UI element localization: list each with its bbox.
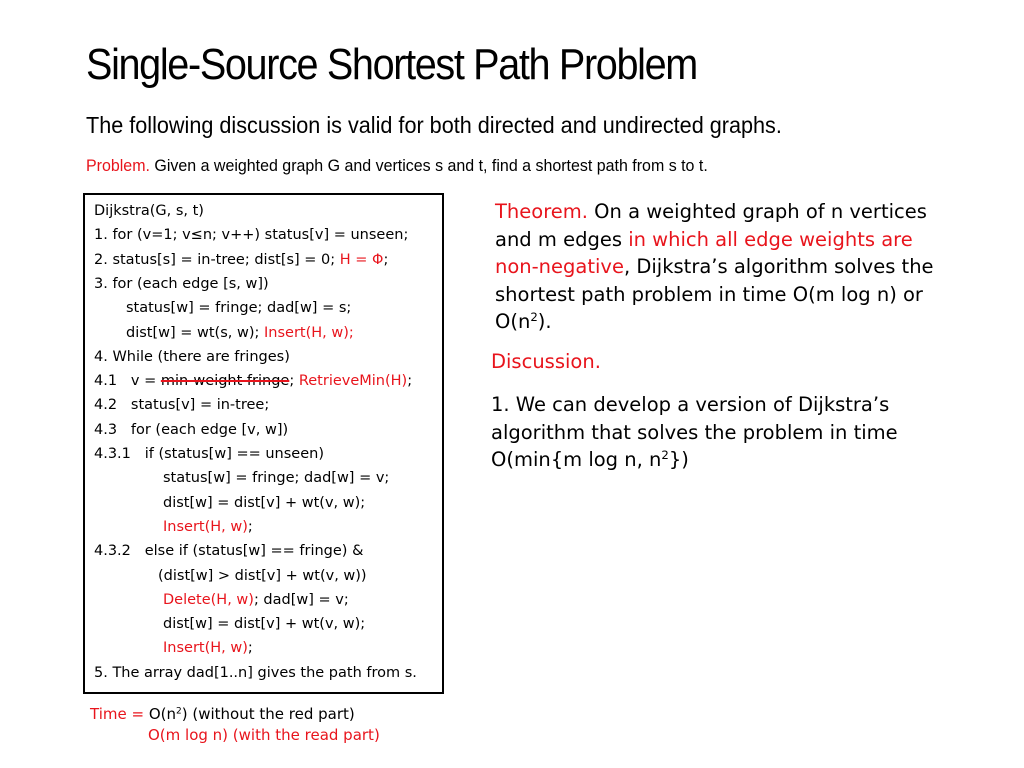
heap-operation: H = Φ xyxy=(339,251,384,268)
code-text: 4.2 status[v] = in-tree; xyxy=(94,397,270,414)
algorithm-line xyxy=(94,226,408,244)
code-text: 4.3.2 else if (status[w] == fringe) & xyxy=(94,543,364,560)
discussion-text: 1. We can develop a version of Dijkstra’s algorithm that solves the problem in time O(min{m log n, n xyxy=(491,393,898,471)
code-text: 4. While (there are fringes) xyxy=(94,348,290,365)
problem-statement xyxy=(86,156,708,176)
algorithm-line xyxy=(163,518,253,536)
discussion-exponent: 2 xyxy=(661,447,669,462)
code-text: ; xyxy=(247,518,253,535)
time-text-post: ) (without the red part) xyxy=(181,705,355,723)
algorithm-line xyxy=(126,299,351,317)
algorithm-line xyxy=(94,445,324,463)
heap-operation: Insert(H, w) xyxy=(163,640,248,657)
code-text: status[w] = fringe; dad[w] = v; xyxy=(163,470,390,487)
discussion-text-post: }) xyxy=(668,448,689,471)
code-text: 4.3.1 if (status[w] == unseen) xyxy=(94,446,324,462)
code-text: (dist[w] > dist[v] + wt(v, w)) xyxy=(158,567,367,584)
algorithm-line xyxy=(94,348,290,366)
heap-operation: RetrieveMin(H) xyxy=(298,373,408,390)
struck-text: min-weight fringe xyxy=(160,373,290,390)
heap-operation: Delete(H, w) xyxy=(163,591,254,608)
slide-subtitle: The following discussion is valid for both directed and undirected graphs. xyxy=(86,112,782,138)
problem-label: Problem. xyxy=(86,156,150,175)
time-text: O(n xyxy=(148,705,176,723)
theorem-text-2: , Dijkstra’s algorithm solves the shortest path problem in time O(m log n) or O(n xyxy=(495,255,934,333)
algorithm-line xyxy=(126,324,354,342)
code-text: 3. for (each edge [s, w]) xyxy=(94,275,269,292)
discussion-label: Discussion. xyxy=(491,350,601,373)
code-text: ; xyxy=(247,640,253,657)
time-label: Time = xyxy=(90,705,149,723)
algorithm-box xyxy=(83,193,444,694)
theorem-condition: in which all edge weights are non-negative xyxy=(495,227,913,278)
time-complexity xyxy=(90,704,380,746)
algorithm-line xyxy=(163,639,253,657)
code-text: 2. status[s] = in-tree; dist[s] = 0; xyxy=(94,251,340,268)
algorithm-line xyxy=(94,542,363,560)
theorem-text: On a weighted graph of n vertices and m edges xyxy=(495,200,927,251)
algorithm-line xyxy=(94,251,388,269)
slide-title: Single-Source Shortest Path Problem xyxy=(86,40,697,89)
algorithm-line xyxy=(163,469,389,487)
algorithm-line xyxy=(163,591,349,609)
code-text: Dijkstra(G, s, t) xyxy=(94,203,204,219)
code-text: dist[w] = wt(s, w); xyxy=(126,324,264,341)
algorithm-line xyxy=(94,202,204,220)
time-line-1 xyxy=(90,704,380,725)
problem-text: Given a weighted graph G and vertices s and t, find a shortest path from s to t. xyxy=(149,156,708,175)
code-text: ; xyxy=(407,373,413,390)
time-line-2: O(m log n) (with the read part) xyxy=(148,726,380,744)
code-text: ; dad[w] = v; xyxy=(253,591,349,608)
code-text: dist[w] = dist[v] + wt(v, w); xyxy=(163,494,366,511)
heap-operation: Insert(H, w) xyxy=(163,518,248,535)
algorithm-line xyxy=(94,372,412,390)
code-text: ; xyxy=(383,251,389,268)
theorem-label: Theorem. xyxy=(495,200,588,223)
theorem-text-3: ). xyxy=(537,310,552,333)
theorem-block xyxy=(495,198,955,336)
algorithm-line xyxy=(158,567,367,585)
algorithm-line xyxy=(94,396,269,414)
code-text: 1. for (v=1; v≤n; v++) status[v] = unseen; xyxy=(94,227,409,244)
algorithm-line xyxy=(94,664,417,682)
algorithm-line xyxy=(163,615,365,633)
algorithm-line xyxy=(94,421,288,439)
code-text: ; xyxy=(289,373,299,390)
code-text: 4.3 for (each edge [v, w]) xyxy=(94,421,289,438)
code-text: 5. The array dad[1..n] gives the path from s. xyxy=(94,664,417,681)
algorithm-line xyxy=(94,275,269,293)
discussion-item-1 xyxy=(491,391,951,474)
code-text: 4.1 v = xyxy=(94,373,161,390)
algorithm-line xyxy=(163,494,365,512)
code-text: status[w] = fringe; dad[w] = s; xyxy=(126,300,352,317)
heap-operation: Insert(H, w); xyxy=(264,324,354,341)
code-text: dist[w] = dist[v] + wt(v, w); xyxy=(163,616,366,633)
time-exponent: 2 xyxy=(176,706,182,717)
theorem-exponent: 2 xyxy=(530,309,538,324)
